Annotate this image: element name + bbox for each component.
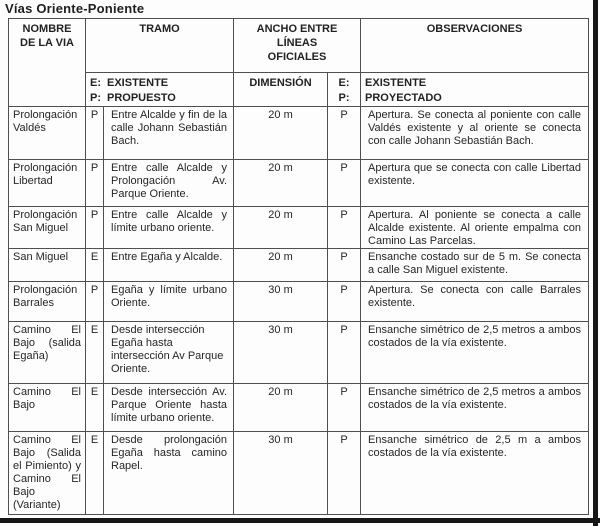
header-observaciones: OBSERVACIONES <box>361 19 589 73</box>
cell-obs-type: P <box>328 207 361 249</box>
header-nombre-label: NOMBRE DE LA VIA <box>20 23 74 49</box>
cell-obs-type: P <box>328 160 361 207</box>
header-ancho-label: ANCHO ENTRE LÍNEAS OFICIALES <box>256 23 338 63</box>
cell-tramo: Entre calle Alcalde y límite urbano oriente. <box>104 207 234 249</box>
cell-road-name: Camino El Bajo (salida Egaña) <box>9 322 86 384</box>
subheader-obs-labels <box>361 73 589 107</box>
cell-obs-type: P <box>328 432 361 515</box>
cell-observations: Apertura. Se conecta con calle Barrales existente. <box>361 282 589 322</box>
cell-tramo-type: P <box>86 207 104 249</box>
header-nombre-de-la-via <box>9 19 86 107</box>
obs-label-existente: EXISTENTE <box>365 77 427 89</box>
cell-observations: Ensanche simétrico de 2,5 metros a ambos costados de la vía existente. <box>361 384 589 432</box>
obs-label-proyectado: PROYECTADO <box>365 92 442 104</box>
cell-road-name: Prolongación Valdés <box>9 107 86 160</box>
legend-label-existente: EXISTENTE <box>107 77 169 89</box>
cell-dimension: 30 m <box>234 282 328 322</box>
cell-tramo: Entre Alcalde y fin de la calle Johann Sebastián Bach. <box>104 107 234 160</box>
cell-tramo: Egaña y límite urbano Oriente. <box>104 282 234 322</box>
cell-tramo: Entre Egaña y Alcalde. <box>104 249 234 282</box>
cell-road-name: Prolongación Barrales <box>9 282 86 322</box>
cell-road-name: Camino El Bajo <box>9 384 86 432</box>
header-row <box>9 19 589 73</box>
scan-border-bottom <box>0 518 600 523</box>
cell-tramo-type: E <box>86 249 104 282</box>
cell-observations: Apertura que se conecta con calle Libertad existente. <box>361 160 589 207</box>
cell-road-name: San Miguel <box>9 249 86 282</box>
cell-tramo-type: P <box>86 282 104 322</box>
roads-table <box>8 18 589 515</box>
cell-tramo: Desde intersección Egaña hasta intersección Av Parque Oriente. <box>104 322 234 384</box>
cell-obs-type: P <box>328 249 361 282</box>
cell-obs-type: P <box>328 282 361 322</box>
cell-obs-type: P <box>328 322 361 384</box>
cell-observations: Apertura. Se conecta al poniente con calle Valdés existente y al oriente se conecta con calle Johann Sebastián Bach. <box>361 107 589 160</box>
legend-label-propuesto: PROPUESTO <box>107 92 176 104</box>
cell-tramo: Desde intersección Av. Parque Oriente hasta límite urbano oriente. <box>104 384 234 432</box>
table-row <box>9 322 589 384</box>
cell-road-name: Prolongación Libertad <box>9 160 86 207</box>
subheader-dimension: DIMENSIÓN <box>234 73 328 107</box>
cell-road-name: Prolongación San Miguel <box>9 207 86 249</box>
cell-tramo-type: P <box>86 160 104 207</box>
cell-tramo: Desde prolongación Egaña hasta camino Rapel. <box>104 432 234 515</box>
subheader-row <box>9 73 589 107</box>
legend-key-e: E: <box>90 77 101 89</box>
cell-dimension: 30 m <box>234 322 328 384</box>
table-row <box>9 249 589 282</box>
cell-dimension: 20 m <box>234 160 328 207</box>
cell-dimension: 30 m <box>234 432 328 515</box>
cell-tramo-type: E <box>86 322 104 384</box>
legend-line-existente <box>90 76 227 91</box>
legend-line-propuesto <box>90 91 227 106</box>
cell-observations: Ensanche simétrico de 2,5 m a ambos costados de la vía existente. <box>361 432 589 515</box>
legend-key-p: P: <box>90 92 101 104</box>
cell-tramo-type: E <box>86 432 104 515</box>
page-title: Vías Oriente-Poniente <box>5 1 145 16</box>
cell-obs-type: P <box>328 107 361 160</box>
subheader-obs-keys <box>328 73 361 107</box>
table-row <box>9 384 589 432</box>
scan-border-right <box>593 0 598 526</box>
subheader-tramo-legend <box>86 73 234 107</box>
cell-dimension: 20 m <box>234 107 328 160</box>
cell-tramo-type: P <box>86 107 104 160</box>
cell-tramo: Entre calle Alcalde y Prolongación Av. Parque Oriente. <box>104 160 234 207</box>
cell-dimension: 20 m <box>234 207 328 249</box>
cell-observations: Ensanche simétrico de 2,5 metros a ambos costados de la vía existente. <box>361 322 589 384</box>
cell-dimension: 20 m <box>234 249 328 282</box>
cell-observations: Ensanche costado sur de 5 m. Se conecta a calle San Miguel existente. <box>361 249 589 282</box>
obs-key-e: E: <box>338 77 350 89</box>
table-row <box>9 282 589 322</box>
cell-dimension: 20 m <box>234 384 328 432</box>
table-row <box>9 207 589 249</box>
header-ancho-entre-lineas <box>234 19 361 73</box>
table-row <box>9 160 589 207</box>
header-tramo: TRAMO <box>86 19 234 73</box>
table-row <box>9 107 589 160</box>
cell-obs-type: P <box>328 384 361 432</box>
cell-tramo-type: E <box>86 384 104 432</box>
cell-road-name: Camino El Bajo (Salida el Pimiento) y Camino El Bajo (Variante) <box>9 432 86 515</box>
table-row <box>9 432 589 515</box>
obs-key-p: P: <box>338 92 350 104</box>
cell-observations: Apertura. Al poniente se conecta a calle Alcalde existente. Al oriente empalma con Camino Las Parcelas. <box>361 207 589 249</box>
